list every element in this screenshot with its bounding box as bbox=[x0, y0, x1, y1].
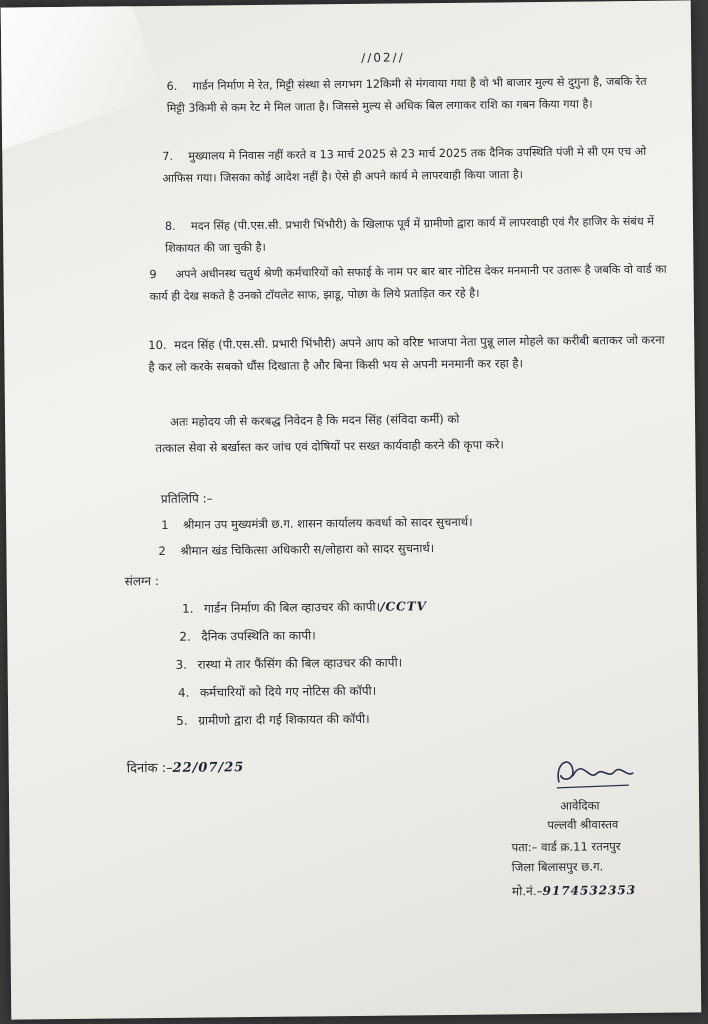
enclosure-item-3 bbox=[176, 653, 403, 672]
address-line-2: जिला बिलासपुर छ.ग. bbox=[511, 859, 604, 875]
enclosure-text: ग्रामीणो द्वारा दी गई शिकायत की कॉपी। bbox=[198, 711, 370, 728]
enclosure-number: 5. bbox=[176, 713, 188, 728]
mobile-line bbox=[512, 881, 636, 899]
handwritten-note: /CCTV bbox=[380, 599, 427, 614]
point-text: मदन सिंह (पी.एस.सी. प्रभारी भिंभौरी) के खिलाफ पूर्व में ग्रामीणो द्वारा कार्य में लापरवाही एवं गैर हाजिर के संबंध में शिकायत की जा चुकी है। bbox=[165, 214, 654, 255]
paper-fold-corner bbox=[1, 0, 162, 150]
enclosure-text: दैनिक उपस्थिति का कापी। bbox=[201, 628, 316, 644]
enclosure-text: गार्डन निर्माण की बिल व्हाउचर की कापी। bbox=[203, 599, 381, 616]
point-number: 9 bbox=[149, 268, 157, 282]
complaint-point-7 bbox=[162, 141, 667, 190]
date-value: 22/07/25 bbox=[172, 760, 245, 776]
point-number: 8. bbox=[164, 219, 176, 233]
date-line bbox=[127, 757, 245, 776]
point-text: मदन सिंह (पी.एस.सी. प्रभारी भिंभौरी) अपने आप को वरिष्ट भाजपा नेता पुन्नू लाल मोहले का करीबी बताकर जो करना है कर लो करके सबको धौंस दिखाता है और बिना किसी भय से अपनी मनमानी कर रहा है। bbox=[148, 332, 665, 375]
complaint-point-6 bbox=[166, 71, 666, 120]
enclosure-item-4 bbox=[178, 682, 377, 701]
enclosure-text: रास्था मे तार फैंसिंग की बिल व्हाउचर की कापी। bbox=[197, 655, 403, 672]
page-number: //02// bbox=[361, 50, 405, 65]
mobile-number: 9174532353 bbox=[542, 883, 637, 899]
complaint-point-9 bbox=[149, 259, 674, 308]
copy-text: श्रीमान उप मुख्यमंत्री छ.ग. शासन कार्यालय कवर्धा को सादर सुचनार्थ। bbox=[183, 514, 473, 532]
complaint-point-8 bbox=[165, 211, 670, 260]
copy-item-1 bbox=[161, 515, 473, 533]
copy-item-2 bbox=[158, 541, 434, 559]
point-text: गार्डन निर्माण मे रेत, मिट्टी संस्था से लगभग 12किमी से मंगवाया गया है वो भी बाजार मुल्य से दुगुना है, जबकि रेत मिट्टी 3किमी से कम रेट मे मिल जाता है। जिससे मुल्य से अधिक बिल लगाकर राशि का गबन किया गया है। bbox=[166, 74, 647, 115]
mobile-label: मो.नं.– bbox=[511, 884, 543, 899]
copy-heading: प्रतिलिपि :– bbox=[160, 491, 213, 506]
enclosure-number: 3. bbox=[175, 657, 188, 672]
point-number: 10. bbox=[148, 337, 167, 353]
request-line-1: अतः महोदय जी से करबद्ध निवेदन है कि मदन सिंह (संविदा कर्मी) को bbox=[169, 411, 460, 429]
point-number: 7. bbox=[162, 149, 174, 163]
point-text: मुख्यालय मे निवास नहीं करते व 13 मार्च 2025 से 23 मार्च 2025 तक दैनिक उपस्थिति पंजी मे सी एम एच ओ आफिस गया। जिसका कोई आदेश नहीं है। ऐसे ही अपने कार्य मे लापरवाही किया जाता है। bbox=[162, 144, 647, 185]
point-number: 6. bbox=[166, 79, 178, 93]
enclosure-number: 1. bbox=[181, 601, 194, 616]
enclosure-item-2 bbox=[179, 626, 316, 644]
enclosure-number: 4. bbox=[177, 685, 190, 700]
date-label: दिनांक :– bbox=[126, 760, 173, 777]
signature-mark bbox=[549, 751, 639, 798]
enclosure-text: कर्मचारियों को दिये गए नोटिस की कॉपी। bbox=[199, 683, 377, 700]
applicant-name: पल्लवी श्रीवास्तव bbox=[547, 817, 619, 832]
enclosure-item-1 bbox=[182, 597, 427, 617]
point-text: अपने अधीनस्थ चतुर्थ श्रेणी कर्मचारियों को सफाई के नाम पर बार बार नोटिस देकर मनमानी पर उतारू है जबकि वो वार्ड का कार्य ही देख सकते है उनको टॉयलेट साफ, झाडू, पोछा के लिये प्रताड़ित कर रहे है। bbox=[149, 262, 667, 304]
enclosure-number: 2. bbox=[179, 629, 191, 644]
copy-text: श्रीमान खंड चिकित्सा अधिकारी स/लोहारा को सादर सुचनार्थ। bbox=[180, 541, 435, 558]
enclosure-item-5 bbox=[176, 710, 370, 729]
address-line-1: पता:– वार्ड क्र.11 रतनपुर bbox=[511, 839, 621, 855]
complaint-point-10 bbox=[148, 329, 673, 378]
request-line-2: तत्काल सेवा से बर्खास्त कर जांच एवं दोषियों पर सख्त कार्यवाही करने की कृपा करे। bbox=[155, 437, 504, 456]
copy-number: 2 bbox=[158, 543, 166, 559]
copy-number: 1 bbox=[161, 517, 169, 532]
applicant-label: आवेदिका bbox=[560, 798, 600, 813]
document-page bbox=[1, 0, 702, 1019]
enclosure-heading: संलग्न : bbox=[124, 574, 159, 589]
